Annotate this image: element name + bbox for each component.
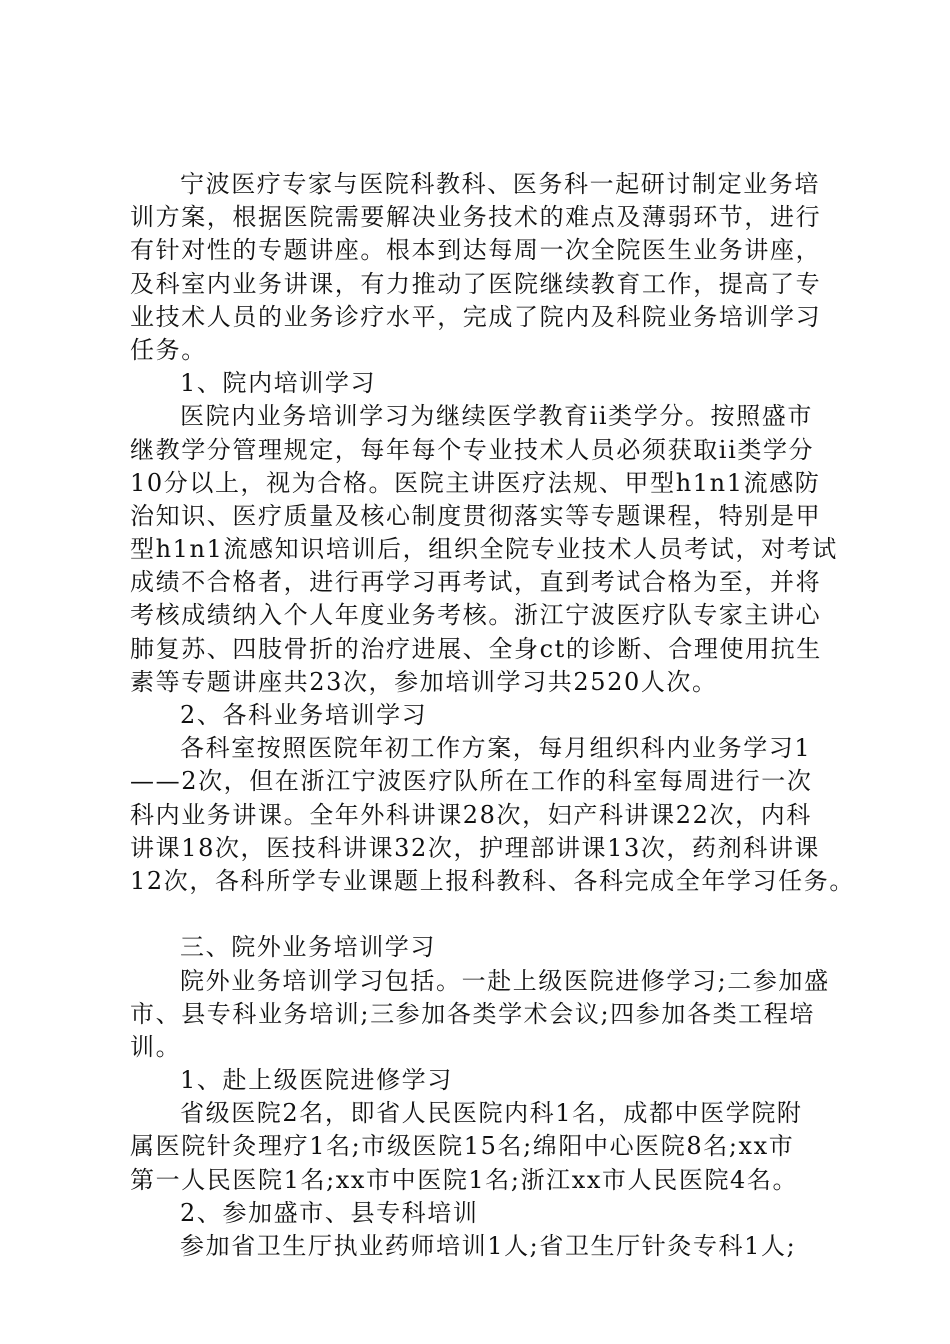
paragraph-line: 治知识、医疗质量及核心制度贯彻落实等专题课程，特别是甲 — [130, 501, 822, 530]
paragraph-line: 属医院针灸理疗1名;市级医院15名;绵阳中心医院8名;xx市 — [130, 1132, 795, 1161]
paragraph-line: 各科室按照医院年初工作方案，每月组织科内业务学习1 — [180, 734, 812, 763]
paragraph-line: 及科室内业务讲课，有力推动了医院继续教育工作，提高了专 — [130, 269, 822, 298]
paragraph-line: 10分以上，视为合格。医院主讲医疗法规、甲型h1n1流感防 — [130, 468, 821, 497]
paragraph-line: 训方案，根据医院需要解决业务技术的难点及薄弱环节，进行 — [130, 203, 822, 232]
paragraph-line: 继教学分管理规定，每年每个专业技术人员必须获取ii类学分 — [130, 435, 815, 464]
section-heading: 2、各科业务培训学习 — [180, 701, 428, 729]
paragraph-line: 12次，各科所学专业课题上报科教科、各科完成全年学习任务。 — [130, 866, 855, 895]
paragraph-line: 肺复苏、四肢骨折的治疗进展、全身ct的诊断、合理使用抗生 — [130, 634, 822, 663]
section-heading: 1、赴上级医院进修学习 — [180, 1066, 453, 1095]
paragraph-line: 市、县专科业务培训;三参加各类学术会议;四参加各类工程培 — [130, 999, 815, 1028]
paragraph-line: 省级医院2名，即省人民医院内科1名，成都中医学院附 — [180, 1099, 803, 1128]
paragraph-line: ——2次，但在浙江宁波医疗队所在工作的科室每周进行一次 — [130, 767, 813, 796]
paragraph-line: 科内业务讲课。全年外科讲课28次，妇产科讲课22次，内科 — [130, 800, 812, 829]
paragraph-line: 考核成绩纳入个人年度业务考核。浙江宁波医疗队专家主讲心 — [130, 601, 822, 630]
paragraph-line: 任务。 — [130, 335, 207, 364]
paragraph-line: 训。 — [130, 1032, 182, 1061]
blank-line — [130, 898, 840, 931]
paragraph-line: 业技术人员的业务诊疗水平，完成了院内及科院业务培训学习 — [130, 302, 822, 331]
document-body — [130, 168, 855, 1263]
paragraph-line: 医院内业务培训学习为继续医学教育ii类学分。按照盛市 — [180, 402, 813, 431]
paragraph-line: 院外业务培训学习包括。一赴上级医院进修学习;二参加盛 — [180, 966, 830, 995]
paragraph-line: 讲课18次，医技科讲课32次，护理部讲课13次，药剂科讲课 — [130, 833, 821, 862]
section-heading: 三、院外业务培训学习 — [180, 933, 436, 962]
section-heading: 1、院内培训学习 — [180, 369, 377, 398]
paragraph-line: 成绩不合格者，进行再学习再考试，直到考试合格为至，并将 — [130, 568, 822, 597]
paragraph-line: 素等专题讲座共23次，参加培训学习共2520人次。 — [130, 667, 718, 696]
paragraph-line: 有针对性的专题讲座。根本到达每周一次全院医生业务讲座， — [130, 236, 822, 265]
paragraph-line: 型h1n1流感知识培训后，组织全院专业技术人员考试，对考试 — [130, 535, 838, 564]
section-heading: 2、参加盛市、县专科培训 — [180, 1198, 479, 1227]
paragraph-line: 第一人民医院1名;xx市中医院1名;浙江xx市人民医院4名。 — [130, 1165, 799, 1194]
paragraph-line: 宁波医疗专家与医院科教科、医务科一起研讨制定业务培 — [180, 170, 820, 198]
paragraph-line: 参加省卫生厅执业药师培训1人;省卫生厅针灸专科1人; — [180, 1232, 797, 1260]
